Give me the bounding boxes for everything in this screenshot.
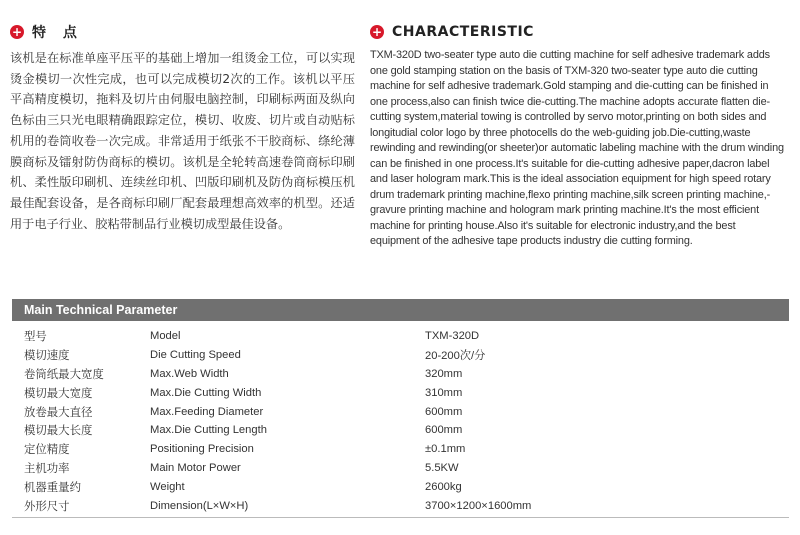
parameter-name-en: Weight [150, 480, 185, 493]
features-text: 该机是在标准单座平压平的基础上增加一组烫金工位，可以实现烫金模切一次性完成，也可以完成模切2次的工作。该机以平压平高精度模切，拖料及切片由伺服电脑控制，印刷标两面及纵向色标由三只光电眼精确跟踪定位，模切、收废、切片或自动贴标机用的卷筒收卷一次完成。非常适用于纸张不干胶商标、绦纶薄膜商标及镭射防伪商标的模切。该机是全轮转高速卷筒商标印刷机、柔性版印刷机、连续丝印机、凹版印刷机及防伪商标模压机最佳配套设备，是各商标印刷厂配套最理想高效率的机型。还适用于电子行业、胶粘带制品行业模切成型最佳设备。 [10, 51, 355, 231]
parameter-name-zh: 型号 [24, 329, 47, 344]
parameter-name-en: Model [150, 330, 181, 343]
parameter-name-en: Dimension(L×W×H) [150, 499, 249, 512]
parameter-name-en: Max.Die Cutting Width [150, 386, 262, 399]
parameter-name-en: Max.Feeding Diameter [150, 405, 264, 418]
parameter-value: 2600kg [425, 480, 462, 493]
plus-circle-icon: + [371, 25, 383, 39]
parameter-row [12, 477, 789, 496]
parameter-table [12, 299, 789, 515]
parameter-row [12, 421, 789, 440]
parameter-value: 600mm [425, 405, 463, 418]
parameter-name-en: Die Cutting Speed [150, 349, 241, 362]
parameter-name-zh: 卷筒纸最大宽度 [24, 366, 104, 381]
parameter-value: 20-200次/分 [425, 350, 486, 363]
characteristic-section [370, 22, 785, 250]
parameter-row [12, 383, 789, 402]
parameter-row [12, 496, 789, 515]
parameter-row [12, 402, 789, 421]
parameter-row [12, 440, 789, 459]
parameter-name-zh: 机器重量约 [24, 479, 81, 494]
parameter-value: 5.5KW [425, 461, 459, 474]
parameter-value: 600mm [425, 424, 463, 437]
parameter-row [12, 327, 789, 346]
characteristic-heading [370, 22, 785, 42]
parameter-name-en: Max.Die Cutting Length [150, 424, 267, 437]
parameter-row [12, 459, 789, 478]
features-title: 特 点 [32, 25, 83, 41]
parameter-value: ±0.1mm [425, 443, 466, 456]
characteristic-title: CHARACTERISTIC [392, 24, 534, 40]
parameter-value: 310mm [425, 386, 463, 399]
parameter-name-zh: 主机功率 [24, 460, 70, 475]
parameter-row [12, 346, 789, 365]
parameter-name-zh: 外形尺寸 [24, 498, 70, 513]
parameter-name-zh: 定位精度 [24, 442, 70, 457]
parameter-value: TXM-320D [425, 330, 480, 343]
parameter-name-en: Main Motor Power [150, 461, 241, 474]
parameter-value: 3700×1200×1600mm [425, 499, 532, 512]
parameter-name-en: Positioning Precision [150, 443, 254, 456]
parameter-row [12, 365, 789, 384]
divider [12, 517, 789, 518]
parameter-table-title: Main Technical Parameter [12, 299, 789, 321]
features-section [10, 22, 355, 234]
features-heading [10, 22, 355, 42]
parameter-name-zh: 模切最大宽度 [24, 385, 93, 400]
plus-circle-icon: + [11, 25, 23, 39]
parameter-name-zh: 模切最大长度 [24, 423, 93, 438]
parameter-value: 320mm [425, 367, 463, 380]
characteristic-text: TXM-320D two-seater type auto die cutting machine for self adhesive trademark adds one gold stamping station on the basis of TXM-320 two-seater type auto die cutting machine for self adhesive trademark.Gold stamping and die-cutting can be finished in one process,also can finish twice die-cutting.The machine adopts accurate flatten die-cutting system,material towing is controlled by servo motor,printing on both sides and longitudial color logo by three photocells do the web-guiding job.Die-cutting,waste rewinding and rewinding(or sheeter)or automatic labeling machine with the drum winding can be finished in one process.It's suitable for die-cutting adhesive paper,dacron label and laser hologram mark.This is the ideal association equipment for high speed rotary drum trademark printing machine,flexo printing machine,silk screen printing machine,-gravure printing machine and hologram mark printing machine.It's the most efficient machine for printing house.Also it's suitable for electronic industry,and the best equipment of the adhesive tape products industry die cutting forming. [370, 49, 784, 247]
parameter-name-zh: 模切速度 [24, 348, 70, 363]
parameter-name-zh: 放卷最大直径 [24, 404, 93, 419]
parameter-name-en: Max.Web Width [150, 367, 229, 380]
parameter-rows [12, 327, 789, 515]
